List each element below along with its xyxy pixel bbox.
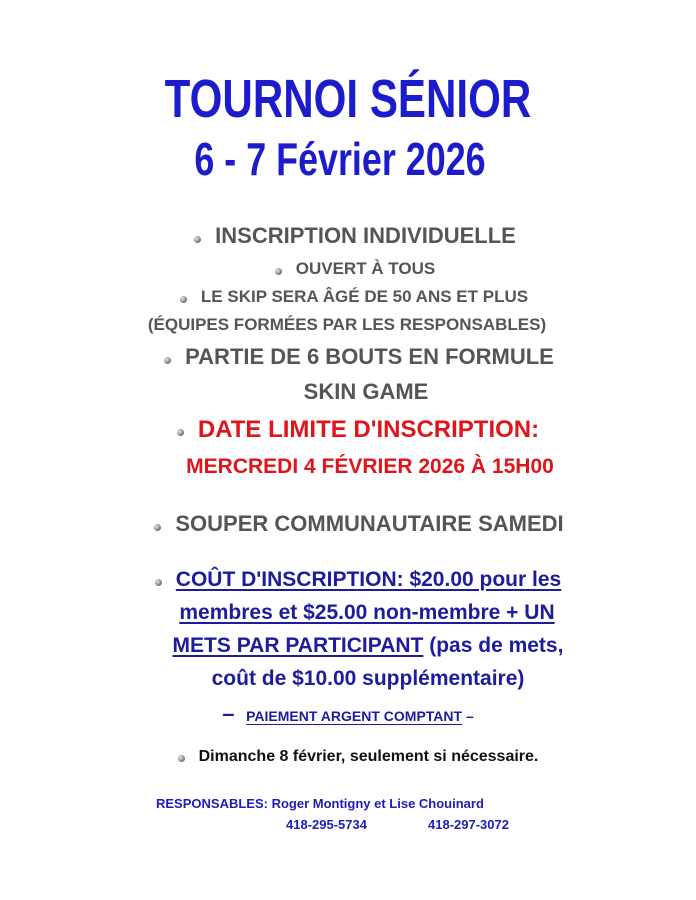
line-ouvert (7, 258, 696, 280)
bullet-icon (154, 524, 161, 531)
line-partie-1 (11, 343, 696, 371)
bullet-icon (180, 296, 187, 303)
line-inscription (7, 222, 696, 250)
text-partie-2: SKIN GAME (303, 379, 429, 404)
text-dimanche: Dimanche 8 février, seulement si nécessaire. (198, 748, 539, 765)
text-cout-3-rest: (pas de mets, (423, 634, 564, 657)
line-partie-2 (18, 378, 696, 406)
text-ouvert: OUVERT À TOUS (295, 259, 436, 278)
text-cout-2: membres et $25.00 non-membre + UN (179, 601, 555, 624)
text-equipes: (ÉQUIPES FORMÉES PAR LES RESPONSABLES) (147, 315, 547, 334)
line-mercredi (22, 453, 696, 481)
line-date-limite (10, 415, 696, 445)
text-paiement: PAIEMENT ARGENT COMPTANT (246, 708, 463, 724)
line-skip (6, 286, 696, 308)
bullet-icon (275, 268, 282, 275)
line-cout-1 (10, 566, 696, 594)
text-mercredi: MERCREDI 4 FÉVRIER 2026 À 15H00 (186, 455, 554, 478)
bullet-icon (164, 357, 171, 364)
responsables: RESPONSABLES: Roger Montigny et Lise Chouinard (156, 796, 484, 811)
dash-right: – (465, 708, 474, 724)
text-cout-4: coût de $10.00 supplémentaire) (211, 667, 525, 690)
text-skip: LE SKIP SERA ÂGÉ DE 50 ANS ET PLUS (200, 287, 529, 306)
bullet-icon (177, 429, 184, 436)
phone-2: 418-297-3072 (428, 817, 509, 832)
text-cout-1: COÛT D'INSCRIPTION: $20.00 pour les (175, 568, 562, 591)
phone-1: 418-295-5734 (286, 817, 367, 832)
dash-left: – (222, 701, 235, 726)
line-cout-3 (20, 632, 696, 660)
line-dimanche (10, 746, 696, 768)
text-partie-1: PARTIE DE 6 BOUTS EN FORMULE (185, 344, 554, 369)
text-cout-3-underlined: METS PAR PARTICIPANT (172, 634, 424, 657)
bullet-icon (178, 755, 185, 762)
line-cout-2 (19, 599, 696, 627)
tournament-dates: 6 - 7 Février 2026 (194, 133, 486, 185)
text-inscription: INSCRIPTION INDIVIDUELLE (215, 223, 516, 248)
line-paiement (0, 702, 696, 728)
bullet-icon (155, 579, 162, 586)
line-cout-4 (20, 665, 696, 693)
text-souper: SOUPER COMMUNAUTAIRE SAMEDI (175, 511, 564, 536)
bullet-icon (194, 236, 201, 243)
text-date-limite: DATE LIMITE D'INSCRIPTION: (197, 416, 540, 443)
line-equipes (0, 314, 695, 336)
line-souper (11, 510, 696, 538)
page-title: TOURNOI SÉNIOR (164, 69, 532, 129)
